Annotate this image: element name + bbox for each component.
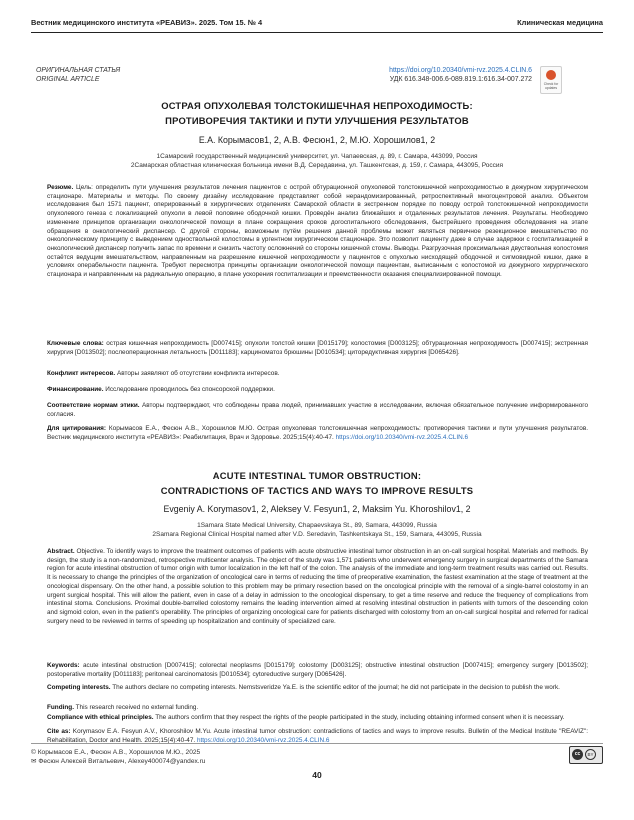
abstract-ru-label: Резюме. bbox=[47, 184, 74, 191]
citation-ru-text: Корымасов Е.А., Фесюн А.В., Хорошилов М.Ю. Острая опухолевая толстокишечная непроходимость: противоречия тактики и пути улучшения результатов. Вестник медицинского института «РЕАВИЗ»: Реабилитация, Врач и Здоровье. 2025;15(4):40-47. bbox=[47, 425, 588, 441]
title-ru bbox=[0, 98, 634, 128]
keywords-en-label: Keywords: bbox=[47, 662, 80, 669]
page-number: 40 bbox=[312, 770, 322, 780]
article-type-en: ORIGINAL ARTICLE bbox=[36, 76, 100, 83]
funding-en-text: This research received no external funding. bbox=[73, 704, 199, 711]
running-header bbox=[31, 14, 603, 32]
citation-en-doi[interactable]: https://doi.org/10.20340/vmi-rvz.2025.4.CLIN.6 bbox=[196, 736, 330, 744]
authors-en: Evgeniy A. Korymasov1, 2, Aleksey V. Fesyun1, 2, Maksim Yu. Khoroshilov1, 2 bbox=[163, 504, 471, 514]
article-meta bbox=[36, 66, 596, 100]
journal-name: Вестник медицинского института «РЕАВИЗ». 2025. Том 15. № 4 bbox=[31, 18, 263, 27]
ethics-en-text: The authors confirm that they respect the rights of the people participated in the study, including obtaining informed consent when it is necessary. bbox=[153, 714, 565, 721]
affiliation-ru-1: 1Самарский государственный медицинский университет, ул. Чапаевская, д. 89, г. Самара, 443099, Россия bbox=[156, 153, 478, 160]
competing-en-text: The authors declare no competing interests. Nemstsveridze Ya.E. is the scientific editor of the journal; he did not participate in the decision to publish the work. bbox=[110, 684, 560, 691]
keywords-ru-label: Ключевые слова: bbox=[47, 340, 104, 347]
article-type bbox=[36, 66, 120, 84]
affiliation-ru-2: 2Самарская областная клиническая больница имени В.Д. Середавина, ул. Ташкентская, д. 159, г. Самара, 443095, Россия bbox=[130, 162, 504, 169]
title-ru-line2: ПРОТИВОРЕЧИЯ ТАКТИКИ И ПУТИ УЛУЧШЕНИЯ РЕЗУЛЬТАТОВ bbox=[165, 115, 469, 126]
affiliation-en-2: 2Samara Regional Clinical Hospital named after V.D. Seredavin, Tashkentskaya St., 159, Samara, 443095, Russia bbox=[152, 531, 482, 538]
citation-ru-label: Для цитирования: bbox=[47, 425, 107, 432]
doi-link[interactable]: https://doi.org/10.20340/vmi-rvz.2025.4.CLIN.6 bbox=[389, 67, 532, 74]
citation-en-text: Korymasov E.A. Fesyun A.V., Khoroshilov M.Yu. Acute intestinal tumor obstruction: contradictions of tactics and ways to improve results. Bulletin of the Medical Institute "REAVIZ": Rehabilitation, Doctor and Health. 2025;15(4):40-47. bbox=[47, 728, 588, 744]
funding-ru bbox=[47, 386, 588, 395]
keywords-ru-text: острая кишечная непроходимость [D007415]; опухоли толстой кишки [D015179]; колостомия [D003125]; обтурационная непроходимость [D007415]; экстренная хирургия [D013502]; послеоперационная летальность [D011183]; карциноматоз брюшины [D010534]; циторедуктивная хирургия [D065426]. bbox=[47, 340, 588, 356]
abstract-en bbox=[47, 548, 588, 626]
udk-code: УДК 616.348-006.6-089.819.1:616.34-007.272 bbox=[389, 76, 532, 83]
abstract-ru-text: Цель: определить пути улучшения результатов лечения пациентов с острой обтурационной опухолевой толстокишечной непроходимостью в дежурном хирургическом стационаре. Материалы и методы. По своему дизайну исследование представляет собой нерандомизированный, ретроспективный многоцентровой анализ. Объектом исследования был 1571 пациент, оперированный в хирургических отделениях Самарской области в экстренном порядке по поводу острой толстокишечной непроходимости опухолевого генеза с локализацией опухоли в левой половине ободочной кишки. Проведён анализ ближайших и отдаленных результатов лечения. Результаты. Необходимо изменение принципов организации онкологической помощи в плане сокращения сроков догоспитального обследования, быстрейшего проведения обследования на этапе обращения в онкологический диспансер. С другой стороны, возможным путём решения данной проблемы может являться первичное резекционное вмешательство по онкологическому принципу с выведением одноствольной колостомы в ургентном хирургическом стационаре. Это позволит пациенту даже в случае задержки с госпитализацией в онкологический диспансер получить запас по времени и снизить частоту осложнений со стороны кишечной стомы. Выводы. Разгрузочная проксимальная двуствольная колостомия остаётся ведущим вмешательством, направленным на разрешение кишечной непроходимости у пациентов с опухолью нисходящей ободочной и сигмовидной кишки, даже в условиях операбельности пациента. Требуют пересмотра принципы организации онкологической помощи пациентам, выписанным с колостомой из дежурного хирургического стационара и направленным на радикальную операцию, в плане ускорения госпитализации и преемственности оказания специализированной помощи. bbox=[47, 184, 588, 279]
by-icon: BY bbox=[585, 749, 596, 760]
footer-divider bbox=[31, 743, 603, 744]
contact-email[interactable]: ✉ Фесюн Алексей Витальевич, Alexey400074@yandex.ru bbox=[31, 758, 206, 765]
citation-ru bbox=[47, 425, 588, 442]
affiliation-en-1: 1Samara State Medical University, Chapaevskaya St., 89, Samara, 443099, Russia bbox=[197, 522, 437, 529]
funding-ru-text: Исследование проводилось без спонсорской поддержки. bbox=[103, 386, 275, 393]
competing-en bbox=[47, 684, 588, 693]
conflict-ru-label: Конфликт интересов. bbox=[47, 370, 116, 377]
conflict-ru-text: Авторы заявляют об отсутствии конфликта интересов. bbox=[115, 370, 280, 377]
keywords-en bbox=[47, 662, 588, 679]
keywords-ru bbox=[47, 340, 588, 357]
ethics-en bbox=[47, 714, 588, 723]
cc-by-license-icon[interactable] bbox=[569, 746, 603, 764]
section-name: Клиническая медицина bbox=[517, 18, 603, 27]
title-en-line2: CONTRADICTIONS OF TACTICS AND WAYS TO IMPROVE RESULTS bbox=[160, 485, 474, 496]
ethics-ru-label: Соответствие нормам этики. bbox=[47, 402, 140, 409]
crossmark-icon bbox=[546, 70, 556, 80]
authors-ru: Е.А. Корымасов1, 2, А.В. Фесюн1, 2, М.Ю. Хорошилов1, 2 bbox=[198, 135, 436, 145]
citation-en-label: Cite as: bbox=[47, 728, 71, 735]
funding-ru-label: Финансирование. bbox=[47, 386, 104, 393]
funding-en-label: Funding. bbox=[47, 704, 74, 711]
keywords-en-text: acute intestinal obstruction [D007415]; colorectal neoplasms [D015179]; colostomy [D003125]; obstructive intestinal obstruction [D007415]; emergency surgery [D013502]; postoperative mortality [D011183]; peritoneal carcinomatosis [D010534]; cytoreductive surgery [D065426]. bbox=[47, 662, 588, 678]
competing-en-label: Competing interests. bbox=[47, 684, 111, 691]
citation-ru-doi[interactable]: https://doi.org/10.20340/vmi-rvz.2025.4.CLIN.6 bbox=[335, 433, 469, 441]
copyright: © Корымасов Е.А., Фесюн А.В., Хорошилов М.Ю., 2025 bbox=[31, 749, 201, 756]
conflict-ru bbox=[47, 370, 588, 379]
abstract-en-label: Abstract. bbox=[47, 548, 75, 555]
ethics-ru bbox=[47, 402, 588, 419]
title-ru-line1: ОСТРАЯ ОПУХОЛЕВАЯ ТОЛСТОКИШЕЧНАЯ НЕПРОХОДИМОСТЬ: bbox=[161, 100, 473, 111]
abstract-en-text: Objective. To identify ways to improve the treatment outcomes of patients with acute obstructive intestinal tumor obstruction in an on-call surgical hospital. Materials and methods. By design, the study is a non-randomized, retrospective multicenter analysis. The object of the study was 1,571 patients who underwent emergency surgery in surgical departments of the Samara region for acute intestinal obstruction of tumor origin with tumor localization in the left half of the colon. The analysis of the immediate and long-term treatment results was carried out. Results. It is necessary to change the principles of the organization of oncological care in terms of reducing the time of preoperative examination, the fastest examination at the stage of treatment at the oncological dispensary. On the other hand, a possible solution to this problem may be primary resection based on the oncological principle with the removal of a single-barrel colostomy in an urgent surgical hospital. This will allow the patient, even in case of a delay in admission to the oncological dispensary, to get a time reserve and reduce the frequency of complications from intestinal stoma. Conclusions. Proximal double-barrelled colostomy remains the leading intervention aimed at resolving intestinal obstruction in patients with tumors of the descending colon and sigmoid colon, even in the patient's operability. The principles of organizing oncological care for patients discharged with colostomy from an on-call surgical hospital and referred for radical surgery need to be reviewed in terms of speeding up hospitalization and continuity of specialized care. bbox=[47, 548, 588, 625]
ethics-en-label: Compliance with ethical principles. bbox=[47, 714, 154, 721]
badge-label: Check for updates bbox=[543, 82, 559, 90]
cc-icon: cc bbox=[572, 749, 583, 760]
title-en-line1: ACUTE INTESTINAL TUMOR OBSTRUCTION: bbox=[212, 470, 422, 481]
ethics-ru-text: Авторы подтверждают, что соблюдены права людей, принимавших участие в исследовании, включая обязательное получение информированного согласия. bbox=[47, 402, 589, 418]
title-en bbox=[0, 468, 634, 498]
abstract-ru bbox=[47, 184, 588, 280]
funding-en bbox=[47, 704, 588, 713]
header-divider bbox=[31, 32, 603, 33]
check-for-updates-badge[interactable] bbox=[540, 66, 562, 94]
article-type-ru: ОРИГИНАЛЬНАЯ СТАТЬЯ bbox=[36, 67, 121, 74]
